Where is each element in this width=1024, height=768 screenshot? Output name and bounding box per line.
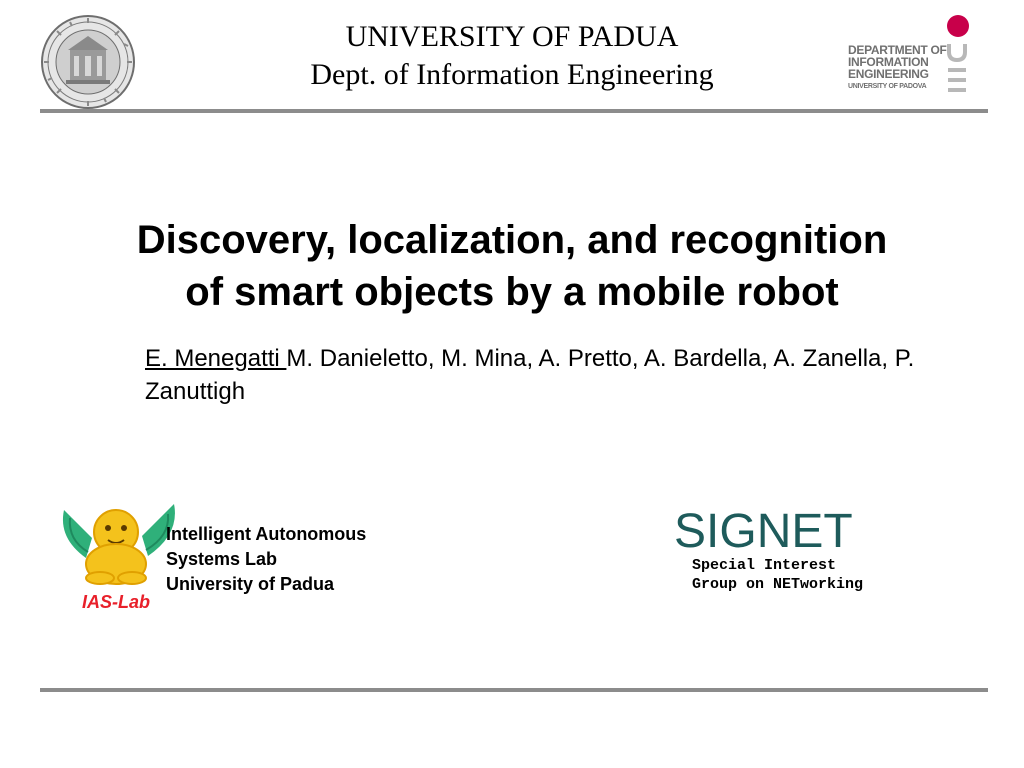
dei-mark-icon [946, 12, 976, 100]
slide-title-line2: of smart objects by a mobile robot [185, 270, 839, 314]
department-name: Dept. of Information Engineering [310, 58, 714, 91]
dei-logo-line2: INFORMATION [848, 55, 929, 69]
signet-subtitle-line2: Group on NETworking [692, 576, 864, 593]
ias-lab-line2: Systems Lab [166, 549, 278, 569]
ias-lab-logo [56, 498, 178, 616]
other-authors: M. Danieletto, M. Mina, A. Pretto, A. Bardella, A. Zanella, P. Zanuttigh [145, 345, 915, 405]
department-logo [848, 12, 978, 100]
slide-title-line1: Discovery, localization, and recognition [136, 218, 888, 262]
dei-logo-line1: DEPARTMENT OF [848, 43, 947, 57]
dei-logo-line4: UNIVERSITY OF PADOVA [848, 83, 927, 90]
ias-lab-line3: University of Padua [166, 574, 335, 594]
ias-lab-line1: Intelligent Autonomous [166, 524, 367, 544]
author-list [145, 342, 935, 408]
header-divider [40, 109, 988, 113]
slide-title [60, 214, 964, 318]
university-seal-logo [40, 14, 136, 110]
signet-subtitle-line1: Special Interest [692, 557, 837, 574]
header-title-block [200, 18, 824, 94]
first-author: E. Menegatti [145, 345, 287, 372]
ias-lab-logo-text: IAS-Lab [81, 592, 151, 612]
department-logo-text [848, 44, 947, 93]
ias-lab-text [166, 522, 366, 597]
signet-logo: SIGNET [674, 505, 853, 558]
signet-subtitle [692, 556, 863, 594]
footer-divider [40, 688, 988, 692]
dei-logo-line3: ENGINEERING [848, 67, 929, 81]
university-name: UNIVERSITY OF PADUA [345, 20, 679, 53]
